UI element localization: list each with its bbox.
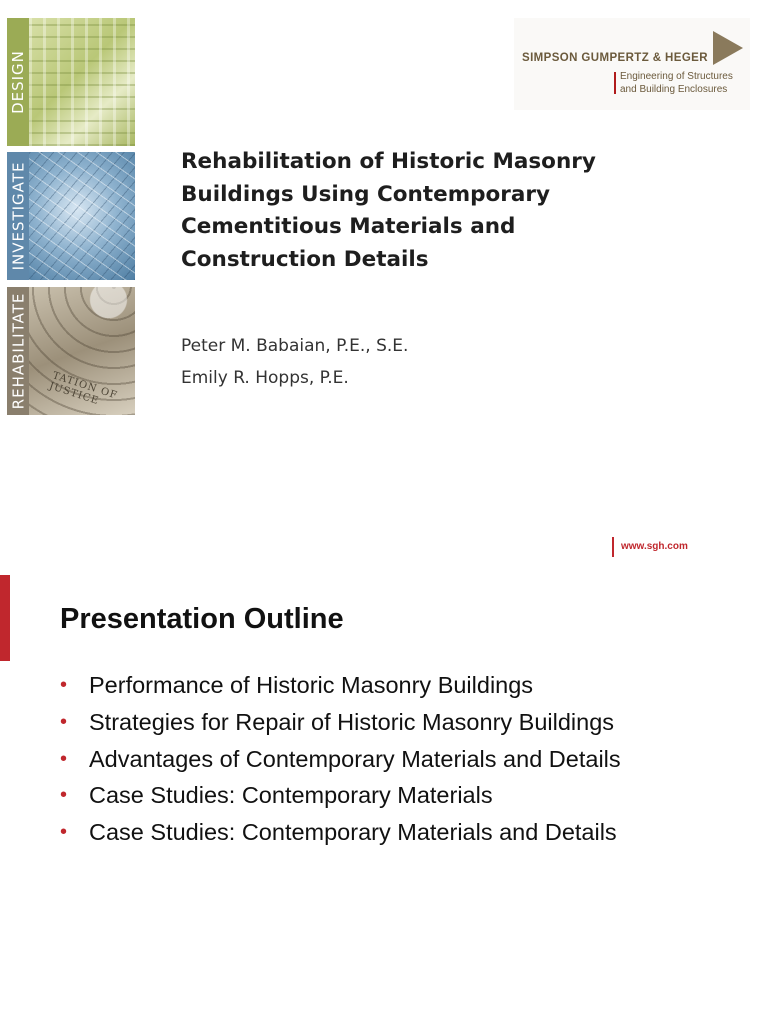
list-item xyxy=(60,704,621,741)
author-name: Emily R. Hopps, P.E. xyxy=(181,368,349,388)
outline-list xyxy=(60,667,621,851)
list-item xyxy=(60,667,621,704)
list-item xyxy=(60,814,621,851)
website-link[interactable]: www.sgh.com xyxy=(621,541,688,552)
list-item-text: Performance of Historic Masonry Buildings xyxy=(89,672,534,698)
title-line: Construction Details xyxy=(181,246,429,272)
list-item-text: Advantages of Contemporary Materials and Details xyxy=(89,745,621,772)
ornate-ceiling-photo xyxy=(29,287,135,415)
title-line: Cementitious Materials and xyxy=(181,214,516,239)
seal-inscription: TATION OF JUSTICE xyxy=(47,370,119,408)
logo-tagline-2: and Building Enclosures xyxy=(620,84,728,95)
bullet-icon: • xyxy=(60,784,68,807)
logo-tagline-1: Engineering of Structures xyxy=(620,71,733,82)
building-facade-photo xyxy=(29,18,135,146)
author-list xyxy=(181,330,408,394)
investigate-label: INVESTIGATE xyxy=(9,161,28,271)
author-name: Peter M. Babaian, P.E., S.E. xyxy=(181,336,409,356)
logo-triangle-icon xyxy=(713,31,743,65)
presentation-title xyxy=(181,146,641,276)
bullet-icon: • xyxy=(60,747,68,770)
rehabilitate-image-panel xyxy=(7,287,135,415)
outline-slide xyxy=(0,575,768,1024)
list-item xyxy=(60,741,621,778)
bullet-icon: • xyxy=(60,674,68,696)
list-item xyxy=(60,777,621,814)
investigate-image-panel xyxy=(7,152,135,280)
cracked-glass-photo xyxy=(29,152,135,280)
logo-divider xyxy=(614,72,616,94)
list-item-text: Strategies for Repair of Historic Masonry Buildings xyxy=(89,708,615,735)
red-accent-bar xyxy=(0,575,10,661)
company-logo xyxy=(514,18,750,110)
title-line: Buildings Using Contemporary xyxy=(181,181,550,207)
design-image-panel xyxy=(7,18,135,146)
design-label: DESIGN xyxy=(9,50,28,114)
bullet-icon: • xyxy=(60,710,68,733)
url-divider xyxy=(612,537,614,557)
slide-title: Presentation Outline xyxy=(60,603,344,635)
logo-brand: SIMPSON GUMPERTZ & HEGER xyxy=(522,52,708,64)
list-item-text: Case Studies: Contemporary Materials and Details xyxy=(89,819,617,846)
bullet-icon: • xyxy=(60,821,68,844)
rehabilitate-label: REHABILITATE xyxy=(9,292,28,410)
title-line: Rehabilitation of Historic Masonry xyxy=(181,149,596,174)
list-item-text: Case Studies: Contemporary Materials xyxy=(89,782,493,809)
